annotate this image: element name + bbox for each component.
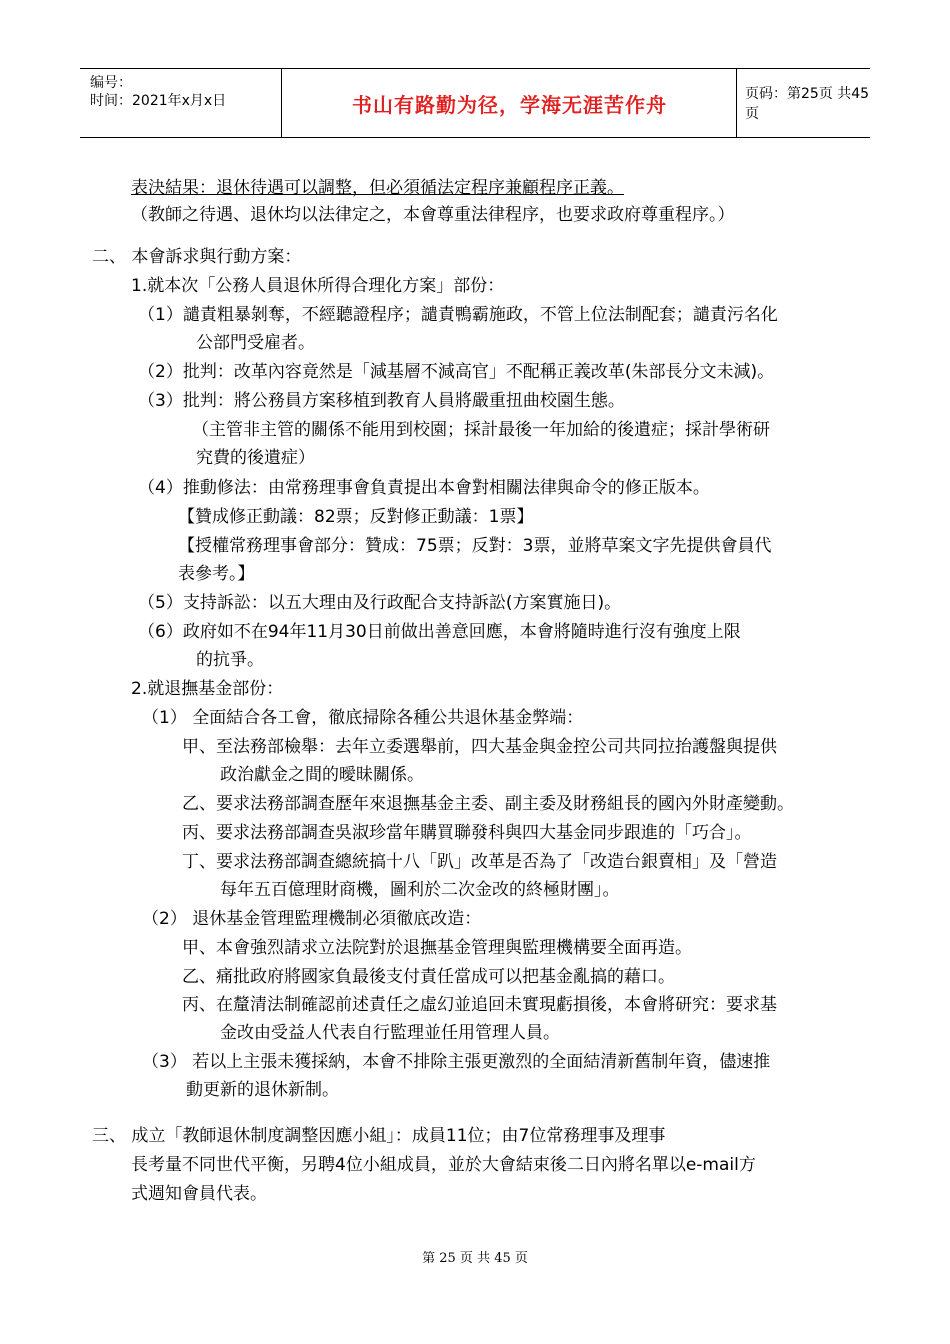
- header-motto: 书山有路勤为径，学海无涯苦作舟: [352, 92, 667, 117]
- list-item: （2） 退休基金管理監理機制必須徹底改造：: [142, 909, 482, 929]
- list-item-note: （主管非主管的關係不能用到校園；採計最後一年加給的後遺症；採計學術研: [192, 420, 770, 440]
- sub-list-item: 甲、至法務部檢舉：去年立委選舉前，四大基金與金控公司共同拉抬護盤與提供: [182, 737, 777, 757]
- list-item: （4）推動修法：由常務理事會負責提出本會對相關法律與命令的修正版本。: [138, 478, 710, 498]
- list-item: （3） 若以上主張未獲採納，本會不排除主張更激烈的全面結清新舊制年資，儘速推: [142, 1052, 771, 1072]
- document-number-label: 编号：: [90, 75, 132, 91]
- list-item: （2）批判：改革內容竟然是「減基層不減高官」不配稱正義改革(朱部長分文未減)。: [138, 362, 775, 382]
- sub-list-item: 乙、要求法務部調查歷年來退撫基金主委、副主委及財務組長的國內外財產變動。: [182, 794, 794, 814]
- page-header: [80, 68, 870, 138]
- vote-result-line: 表決結果：退休待遇可以調整，但必須循法定程序兼顧程序正義。: [131, 178, 624, 198]
- section-heading: 二、 本會訴求與行動方案：: [92, 247, 302, 267]
- list-item: （1） 全面結合各工會，徹底掃除各種公共退休基金弊端：: [142, 708, 584, 728]
- list-item: （3）批判：將公務員方案移植到教育人員將嚴重扭曲校園生態。: [138, 391, 625, 411]
- subsection-heading: 1.就本次「公務人員退休所得合理化方案」部份：: [131, 276, 505, 296]
- sub-list-item: 丁、要求法務部調查總統搞十八「趴」改革是否為了「改造台銀賣相」及「營造: [182, 852, 777, 872]
- vote-note: 【贊成修正動議：82票；反對修正動議：1票】: [178, 507, 534, 527]
- subsection-heading: 2.就退撫基金部份：: [131, 679, 284, 699]
- sub-list-item-continuation: 每年五百億理財商機，圖利於二次金改的終極財團」。: [220, 880, 620, 900]
- body-line: 長考量不同世代平衡，另聘4位小組成員，並於大會結束後二日內將名單以e-mail方: [131, 1155, 756, 1175]
- document-time-label: 时间：2021年x月x日: [90, 93, 227, 109]
- list-item: （6）政府如不在94年11月30日前做出善意回應，本會將隨時進行沒有強度上限: [138, 622, 741, 642]
- sub-list-item: 丙、要求法務部調查吳淑珍當年購買聯發科與四大基金同步跟進的「巧合」。: [182, 823, 752, 843]
- sub-list-item: 甲、本會強烈請求立法院對於退撫基金管理與監理機構要全面再造。: [182, 938, 692, 958]
- list-item-continuation: 究費的後遺症）: [196, 448, 315, 468]
- list-item-continuation: 動更新的退休新制。: [186, 1080, 339, 1100]
- vote-note: 【授權常務理事會部分：贊成：75票；反對：3票，並將草案文字先提供會員代: [178, 536, 772, 556]
- header-motto-cell: [283, 69, 737, 137]
- section-heading: 三、 成立「教師退休制度調整因應小組」：成員11位；由7位常務理事及理事: [92, 1126, 666, 1146]
- sub-list-item: 乙、痛批政府將國家負最後支付責任當成可以把基金亂搞的藉口。: [182, 967, 675, 987]
- body-line: 式週知會員代表。: [131, 1184, 267, 1204]
- page-footer: 第 25 页 共 45 页: [422, 1251, 528, 1266]
- list-item-continuation: 表參考。】: [178, 564, 255, 584]
- list-item-continuation: 的抗爭。: [196, 650, 264, 670]
- sub-list-item: 丙、在釐清法制確認前述責任之虛幻並追回未實現虧損後，本會將研究：要求基: [182, 995, 777, 1015]
- sub-list-item-continuation: 金改由受益人代表自行監理並任用管理人員。: [220, 1023, 560, 1043]
- list-item-continuation: 公部門受雇者。: [196, 333, 315, 353]
- header-page-cell: [737, 69, 870, 137]
- list-item: （5）支持訴訟：以五大理由及行政配合支持訴訟(方案實施日)。: [138, 593, 622, 613]
- body-line: （教師之待遇、退休均以法律定之，本會尊重法律程序，也要求政府尊重程序。）: [131, 205, 735, 225]
- sub-list-item-continuation: 政治獻金之間的曖昧關係。: [220, 765, 424, 785]
- header-page-info: 页码：第25页 共45页: [745, 86, 870, 122]
- list-item: （1）譴責粗暴剝奪，不經聽證程序；譴責鴨霸施政，不管上位法制配套；譴責污名化: [138, 305, 778, 325]
- header-meta: [80, 69, 282, 137]
